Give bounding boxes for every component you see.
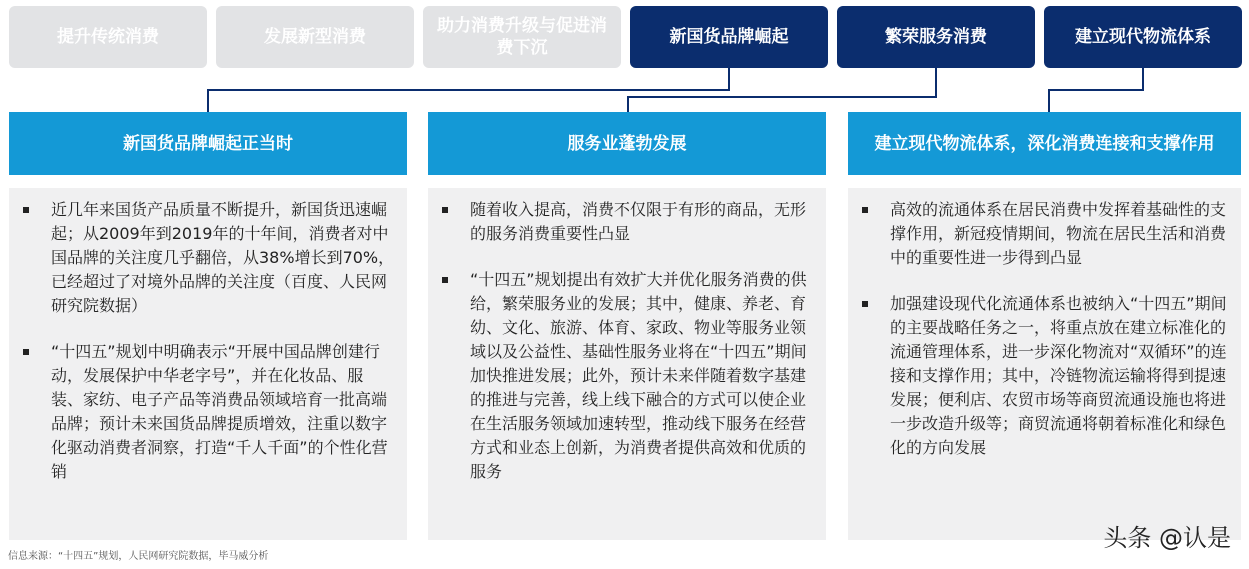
connector-line	[728, 68, 730, 90]
bullet-icon	[442, 207, 448, 213]
bullet-icon	[442, 277, 448, 283]
bullet-item	[436, 198, 814, 246]
connector-line	[1142, 68, 1144, 90]
column-header-brands	[9, 112, 407, 175]
bullet-icon	[862, 301, 868, 307]
tab-logistics-system[interactable]	[1044, 6, 1242, 68]
connector-line	[935, 68, 937, 97]
column-title: 建立现代物流体系，深化消费连接和支撑作用	[874, 133, 1215, 154]
column-title: 服务业蓬勃发展	[567, 133, 687, 154]
tab-service-consumption[interactable]	[837, 6, 1035, 68]
tab-label: 繁荣服务消费	[885, 27, 987, 47]
source-footnote: 信息来源：“十四五”规划，人民网研究院数据，毕马威分析	[8, 551, 269, 562]
bullet-item	[17, 198, 395, 318]
connector-line	[207, 89, 730, 91]
column-header-services	[428, 112, 826, 175]
bullet-text: “十四五”规划中明确表示“开展中国品牌创建行动，发展保护中华老字号”，并在化妆品、服装、家纺、电子产品等消费品领域培育一批高端品牌；预计未来国货品牌提质增效，注重以数字化驱动消费者洞察，打造“千人千面”的个性化营销	[51, 342, 388, 481]
bullet-icon	[23, 207, 29, 213]
tab-new-domestic-brands[interactable]	[630, 6, 828, 68]
tab-new-consumption[interactable]	[216, 6, 414, 68]
connector-line	[207, 89, 209, 112]
bullet-icon	[862, 207, 868, 213]
bullet-text: “十四五”规划提出有效扩大并优化服务消费的供给，繁荣服务业的发展；其中，健康、养老、育幼、文化、旅游、体育、家政、物业等服务业领域以及公益性、基础性服务业将在“十四五”期间加快推进发展；此外，预计未来伴随着数字基建的推进与完善，线上线下融合的方式可以使企业在生活服务领域加速转型，推动线下服务在经营方式和业态上创新，为消费者提供高效和优质的服务	[470, 270, 807, 481]
bullet-item	[436, 268, 814, 484]
bullet-text: 近几年来国货产品质量不断提升，新国货迅速崛起；从2009年到2019年的十年间，消费者对中国品牌的关注度几乎翻倍，从38%增长到70%，已经超过了对境外品牌的关注度（百度、人民网研究院数据）	[51, 200, 395, 315]
column-body-services	[428, 188, 826, 540]
tab-consumption-upgrade[interactable]	[423, 6, 621, 68]
tab-upgrade-traditional[interactable]	[9, 6, 207, 68]
bullet-icon	[23, 349, 29, 355]
bullet-text: 高效的流通体系在居民消费中发挥着基础性的支撑作用，新冠疫情期间，物流在居民生活和消费中的重要性进一步得到凸显	[890, 200, 1227, 267]
connector-line	[627, 96, 937, 98]
watermark: 头条 @认是	[1103, 524, 1231, 552]
tab-label: 提升传统消费	[57, 27, 159, 47]
tab-label: 新国货品牌崛起	[669, 27, 789, 47]
connector-line	[1048, 89, 1144, 91]
bullet-text: 随着收入提高，消费不仅限于有形的商品，无形的服务消费重要性凸显	[470, 200, 807, 243]
connector-line	[1048, 89, 1050, 112]
bullet-item	[17, 340, 395, 484]
tab-label: 建立现代物流体系	[1075, 27, 1211, 47]
bullet-item	[856, 198, 1229, 270]
connector-line	[627, 96, 629, 112]
bullet-text: 加强建设现代化流通体系也被纳入“十四五”期间的主要战略任务之一，将重点放在建立标准化的流通管理体系，进一步深化物流对“双循环”的连接和支撑作用；其中，冷链物流运输将得到提速发展；便利店、农贸市场等商贸流通设施也将进一步改造升级等；商贸流通将朝着标准化和绿色化的方向发展	[890, 294, 1227, 457]
column-header-logistics	[848, 112, 1241, 175]
tab-label: 发展新型消费	[264, 27, 366, 47]
bullet-item	[856, 292, 1229, 460]
tab-label: 助力消费升级与促进消费下沉	[437, 16, 607, 58]
column-title: 新国货品牌崛起正当时	[123, 133, 293, 154]
column-body-brands	[9, 188, 407, 540]
column-body-logistics	[848, 188, 1241, 540]
